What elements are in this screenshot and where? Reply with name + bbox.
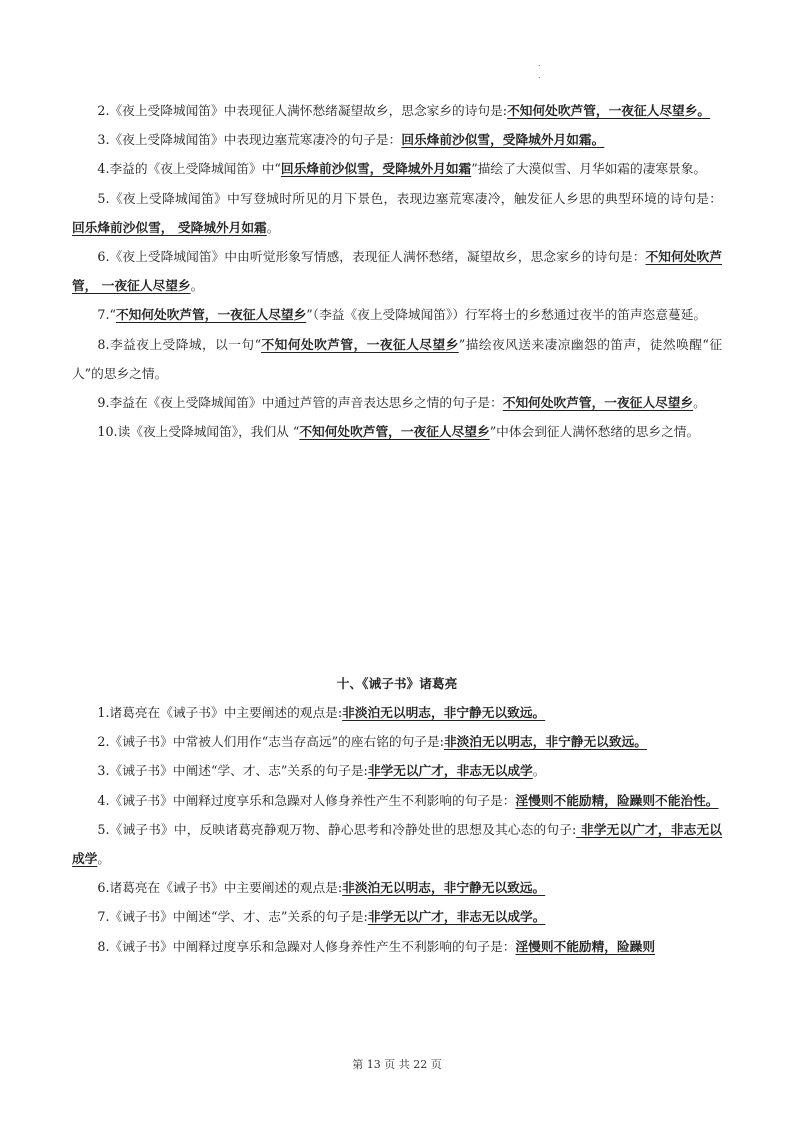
question-item (72, 154, 722, 183)
question-suffix: 。 (266, 219, 280, 235)
answer-text: 回乐烽前沙似雪，受降城外月如霜 (280, 161, 472, 177)
question-text: 8.《诫子书》中阐释过度享乐和急躁对人修身养性产生不利影响的句子是： (97, 938, 516, 954)
question-item (72, 902, 722, 931)
question-suffix: 。 (97, 851, 111, 867)
question-text: 5.《诫子书》中，反映诸葛亮静观万物、静心思考和冷静处世的思想及其心态的句子: (97, 821, 577, 837)
question-text: 7.《诫子书》中阐述“学、才、志”关系的句子是: (97, 909, 368, 925)
jiezi-section (72, 669, 722, 961)
answer-text: 回乐烽前沙似雪，受降城外月如霜。 (401, 132, 605, 148)
question-text: 10.读《夜上受降城闻笛》，我们从 “ (97, 424, 300, 440)
question-item (72, 388, 722, 417)
answer-text: 不知何处吹芦管，一夜征人尽望乡 (299, 424, 490, 440)
question-text: 4.《诫子书》中阐释过度享乐和急躁对人修身养性产生不利影响的句子是： (97, 792, 516, 808)
header-mark: . (538, 71, 541, 80)
page-footer: 第 13 页 共 22 页 (352, 1058, 442, 1071)
answer-text: 淫慢则不能励精，险躁则不能治性。 (515, 792, 719, 808)
question-suffix: ”描绘夜风送来凄凉幽怨的笛声，徒然唤醒“征人”的思乡之情。 (72, 336, 723, 381)
question-suffix: ”描绘了大漠似雪、月华如霜的凄寒景象。 (471, 161, 707, 177)
question-text: 3.《诫子书》中阐述“学、才、志”关系的句子是: (97, 763, 368, 779)
question-suffix: ”中体会到征人满怀愁绪的思乡之情。 (489, 424, 700, 440)
poem-question-list (72, 96, 722, 446)
question-text: 4.李益的《夜上受降城闻笛》中“ (97, 161, 281, 177)
header-marks (538, 58, 541, 82)
answer-text: 淫慢则不能励精，险躁则 (515, 938, 656, 954)
question-item (72, 330, 722, 388)
header-mark: . (538, 59, 541, 68)
section-title: 十、《诫子书》诸葛亮 (336, 676, 458, 691)
answer-text: 非学无以广才，非志无以成学 (72, 821, 722, 867)
answer-text: 不知何处吹芦管， 一夜征人尽望乡 (72, 249, 723, 294)
answer-text: 不知何处吹芦管，一夜征人尽望乡 (261, 336, 459, 352)
answer-text: 非淡泊无以明志，非宁静无以致远。 (342, 880, 546, 896)
question-item (72, 125, 722, 154)
answer-text: 非学无以广才，非志无以成学。 (367, 909, 546, 925)
question-item (72, 815, 722, 873)
question-suffix: 。 (532, 763, 546, 779)
question-text: 6.诸葛亮在《诫子书》中主要阐述的观点是: (97, 880, 343, 896)
question-text: 6.《夜上受降城闻笛》中由听觉形象写情感，表现征人满怀愁绪，凝望故乡，思念家乡的诗句是： (97, 249, 646, 265)
question-text: 2.《夜上受降城闻笛》中表现征人满怀愁绪凝望故乡，思念家乡的诗句是: (97, 103, 508, 118)
question-item (72, 300, 722, 329)
answer-text: 不知何处吹芦管，一夜征人尽望乡 (115, 307, 307, 323)
answer-text: 回乐烽前沙似雪， 受降城外月如霜 (72, 219, 267, 235)
question-suffix: 。 (693, 395, 706, 411)
question-item (72, 417, 722, 446)
question-text: 8.李益夜上受降城，以一句“ (97, 336, 262, 352)
question-text: 2.《诫子书》中常被人们用作“志当存高远”的座右铭的句子是: (97, 734, 444, 750)
question-item (72, 932, 722, 961)
question-suffix: ”（李益《夜上受降城闻笛》）行军将士的乡愁通过夜半的笛声恣意蔓延。 (306, 307, 707, 323)
question-item (72, 873, 722, 902)
question-item (72, 756, 722, 785)
answer-text: 不知何处吹芦管，一夜征人尽望乡。 (507, 103, 711, 118)
question-item (72, 727, 722, 756)
question-item (72, 786, 722, 815)
answer-text: 非淡泊无以明志，非宁静无以致远。 (342, 705, 546, 720)
question-item (72, 698, 722, 727)
question-text: 3.《夜上受降城闻笛》中表现边塞荒寒凄冷的句子是： (97, 132, 402, 148)
question-item (72, 242, 722, 300)
question-suffix: 。 (190, 278, 204, 294)
answer-text: 非淡泊无以明志，非宁静无以致远。 (443, 734, 647, 750)
answer-text: 不知何处吹芦管，一夜征人尽望乡 (502, 395, 694, 411)
question-text: 7.“ (97, 307, 116, 323)
answer-text: 非学无以广才，非志无以成学 (367, 763, 533, 779)
question-item (72, 184, 722, 242)
question-text: 5.《夜上受降城闻笛》中写登城时所见的月下景色，表现边塞荒寒凄冷，触发征人乡思的典型环境的诗句是： (97, 190, 722, 206)
question-text: 1.诸葛亮在《诫子书》中主要阐述的观点是: (97, 705, 343, 720)
question-item (72, 96, 722, 125)
question-text: 9.李益在《夜上受降城闻笛》中通过芦管的声音表达思乡之情的句子是： (97, 395, 503, 411)
